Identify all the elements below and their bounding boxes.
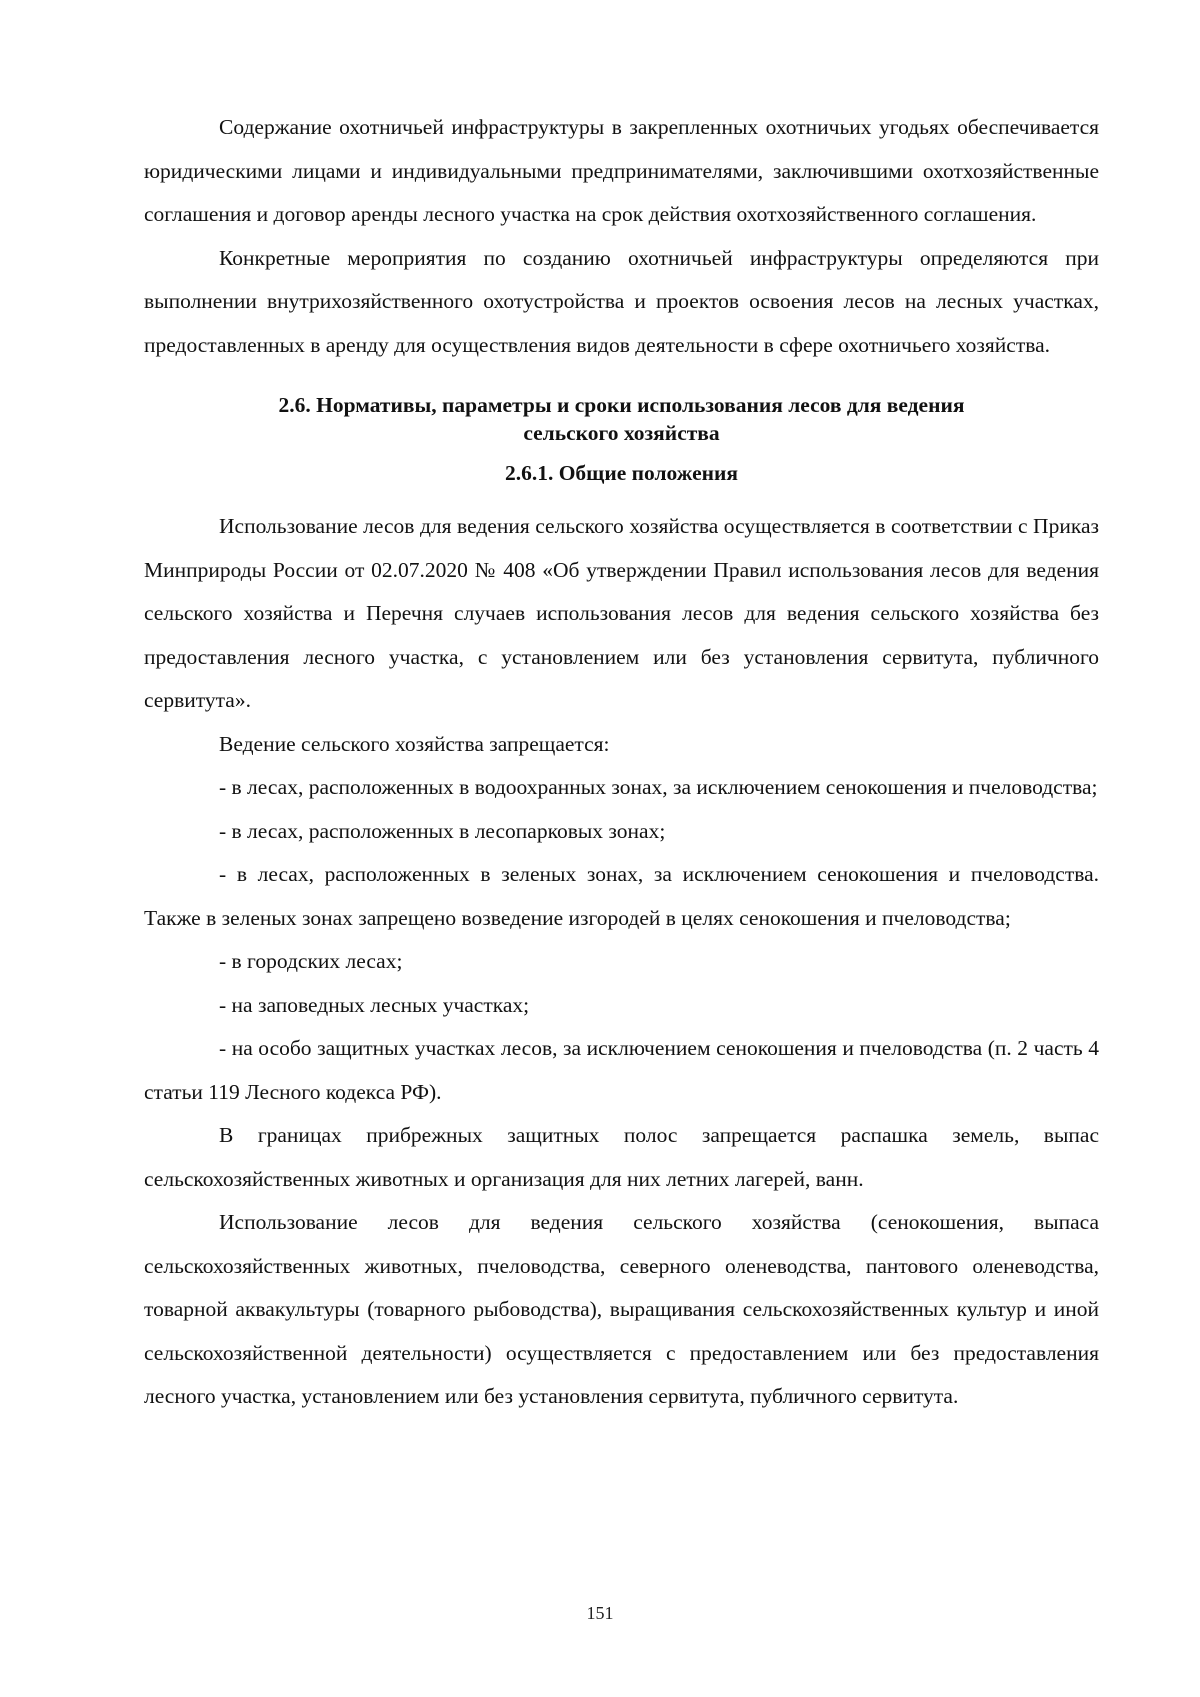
list-item-reserved-plots: - на заповедных лесных участках; bbox=[219, 992, 530, 1017]
paragraph-infrastructure-measures: Конкретные мероприятия по созданию охотничьей инфраструктуры определяются при выполнении внутрихозяйственного охотустройства и проектов освоения лесов на лесных участках, предоставленных в аренду для осуществления видов деятельности в сфере охотничьего хозяйства. bbox=[144, 245, 1099, 357]
document-page bbox=[144, 106, 1099, 1419]
subsection-heading: 2.6.1. Общие положения bbox=[504, 461, 739, 485]
section-heading bbox=[144, 391, 1099, 447]
paragraph-legal-basis: Использование лесов для ведения сельского хозяйства осуществляется в соответствии с Приказ Минприроды России от 02.07.2020 № 408 «Об утверждении Правил использования лесов для ведения сельского хозяйства и Перечня случаев использования лесов для ведения сельского хозяйства без предоставления лесного участка, с установлением или без установления сервитута, публичного сервитута». bbox=[144, 514, 1099, 712]
list-item-protective-plots: - на особо защитных участках лесов, за исключением сенокошения и пчеловодства (п. 2 часть 4 статьи 119 Лесного кодекса РФ). bbox=[144, 1036, 1099, 1104]
paragraph-agricultural-use: Использование лесов для ведения сельского хозяйства (сенокошения, выпаса сельскохозяйственных животных, пчеловодства, северного оленеводства, пантового оленеводства, товарной аквакультуры (товарного рыбоводства), выращивания сельскохозяйственных культур и иной сельскохозяйственной деятельности) осуществляется с предоставлением или без предоставления лесного участка, установлением или без установления сервитута, публичного сервитута. bbox=[144, 1210, 1099, 1408]
list-item-urban-forests: - в городских лесах; bbox=[219, 949, 403, 973]
list-item-green-zones: - в лесах, расположенных в зеленых зонах, за исключением сенокошения и пчеловодства. Также в зеленых зонах запрещено возведение изгородей в целях сенокошения и пчеловодства; bbox=[144, 862, 1099, 930]
page-number: 151 bbox=[586, 1603, 614, 1623]
paragraph-infrastructure-maintenance: Содержание охотничьей инфраструктуры в закрепленных охотничьих угодьях обеспечивается юридическими лицами и индивидуальными предпринимателями, заключившими охотхозяйственные соглашения и договор аренды лесного участка на срок действия охотхозяйственного соглашения. bbox=[144, 115, 1099, 226]
section-heading-line-2: сельского хозяйства bbox=[523, 421, 720, 445]
list-item-forest-park-zones: - в лесах, расположенных в лесопарковых зонах; bbox=[219, 818, 666, 843]
list-item-water-protection-zones: - в лесах, расположенных в водоохранных зонах, за исключением сенокошения и пчеловодства; bbox=[219, 775, 1098, 799]
paragraph-coastal-strips: В границах прибрежных защитных полос запрещается распашка земель, выпас сельскохозяйственных животных и организация для них летних лагерей, ванн. bbox=[144, 1123, 1099, 1191]
section-heading-line-1: 2.6. Нормативы, параметры и сроки использования лесов для ведения bbox=[278, 393, 965, 417]
paragraph-prohibition-intro: Ведение сельского хозяйства запрещается: bbox=[219, 731, 610, 756]
